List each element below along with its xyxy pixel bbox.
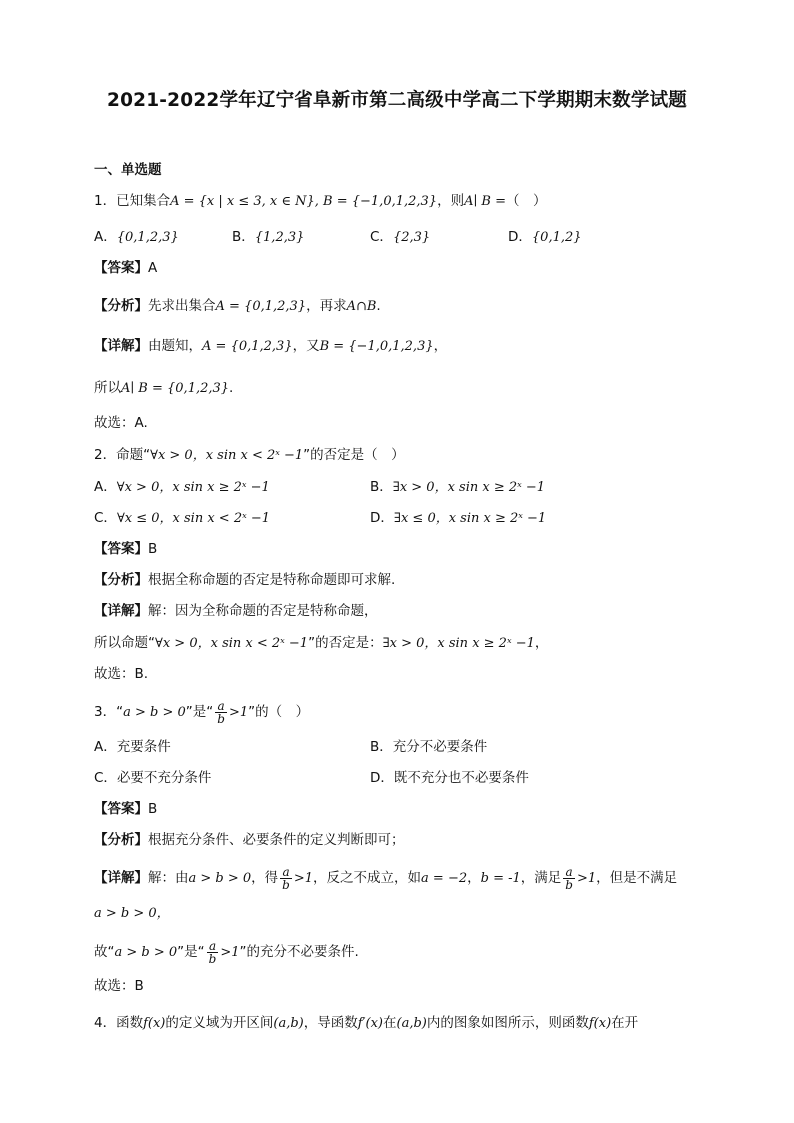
page-title: 2021-2022学年辽宁省阜新市第二高级中学高二下学期期末数学试题: [107, 90, 687, 111]
section-heading: 一、单选题: [94, 162, 162, 178]
question-1-option-d: D．{0,1,2}: [508, 229, 582, 245]
question-2-choose: 故选：B.: [94, 666, 149, 682]
fraction-a-over-b: $\frac{a}{b}$: [208, 938, 217, 966]
question-3-analysis: 【分析】根据充分条件、必要条件的定义判断即可；: [94, 832, 405, 848]
question-2-conclusion: 所以命题“∀x > 0，x sin x < 2ˣ −1”的否定是：∃x > 0，x sin x ≥ 2ˣ −1，: [94, 635, 549, 651]
question-2-stem: 2．命题“∀x > 0，x sin x < 2ˣ −1”的否定是（ ）: [94, 447, 405, 463]
question-1-conclusion: 所以A∣ B = {0,1,2,3}.: [94, 380, 234, 396]
question-3-detail-line-2: a > b > 0，: [94, 906, 170, 921]
question-2-analysis: 【分析】根据全称命题的否定是特称命题即可求解.: [94, 572, 396, 588]
question-1-option-c: C．{2,3}: [370, 229, 431, 245]
question-3-stem: 3．“a > b > 0”是“ $\frac{a}{b}$ >1”的（ ）: [94, 698, 310, 726]
fraction-a-over-b: $\frac{a}{b}$: [565, 864, 573, 892]
question-2-option-c: C．∀x ≤ 0，x sin x < 2ˣ −1: [94, 510, 271, 526]
question-3-conclusion: 故“a > b > 0”是“ $\frac{a}{b}$ >1”的充分不必要条件.: [94, 938, 359, 966]
question-2-option-b: B．∃x > 0，x sin x ≥ 2ˣ −1: [370, 479, 546, 495]
fraction-a-over-b: $\frac{a}{b}$: [217, 698, 225, 726]
question-1-choose: 故选：A.: [94, 415, 148, 431]
question-3-choose: 故选：B: [94, 978, 144, 994]
question-1-answer: 【答案】A: [94, 260, 158, 276]
question-1-stem: 1．已知集合A = {x | x ≤ 3, x ∈ N}, B = {−1,0,1,2,3}，则A∣ B =（ ）: [94, 193, 547, 209]
question-1-detail: 【详解】由题知，A = {0,1,2,3}，又B = {−1,0,1,2,3}，: [94, 338, 448, 354]
fraction-a-over-b: $\frac{a}{b}$: [282, 864, 290, 892]
question-1-analysis: 【分析】先求出集合A = {0,1,2,3}，再求A∩B.: [94, 298, 381, 314]
question-2-answer: 【答案】B: [94, 541, 158, 557]
question-1-option-a: A．{0,1,2,3}: [94, 229, 179, 245]
question-3-option-d: D．既不充分也不必要条件: [370, 770, 529, 786]
question-1-option-b: B．{1,2,3}: [232, 229, 305, 245]
question-3-answer: 【答案】B: [94, 801, 158, 817]
question-3-detail: 【详解】解：由a > b > 0，得 $\frac{a}{b}$ >1，反之不成立，如a = −2，b = -1，满足 $\frac{a}{b}$ >1，但是不满足: [94, 864, 678, 892]
question-3-option-b: B．充分不必要条件: [370, 739, 488, 755]
question-3-option-a: A．充要条件: [94, 739, 171, 755]
question-4-stem: 4．函数f(x)的定义域为开区间(a,b)，导函数f′(x)在(a,b)内的图象如图所示，则函数f(x)在开: [94, 1015, 639, 1031]
question-2-detail: 【详解】解：因为全称命题的否定是特称命题，: [94, 603, 378, 619]
question-3-option-c: C．必要不充分条件: [94, 770, 212, 786]
question-2-option-d: D．∃x ≤ 0，x sin x ≥ 2ˣ −1: [370, 510, 547, 526]
question-2-option-a: A．∀x > 0，x sin x ≥ 2ˣ −1: [94, 479, 270, 495]
